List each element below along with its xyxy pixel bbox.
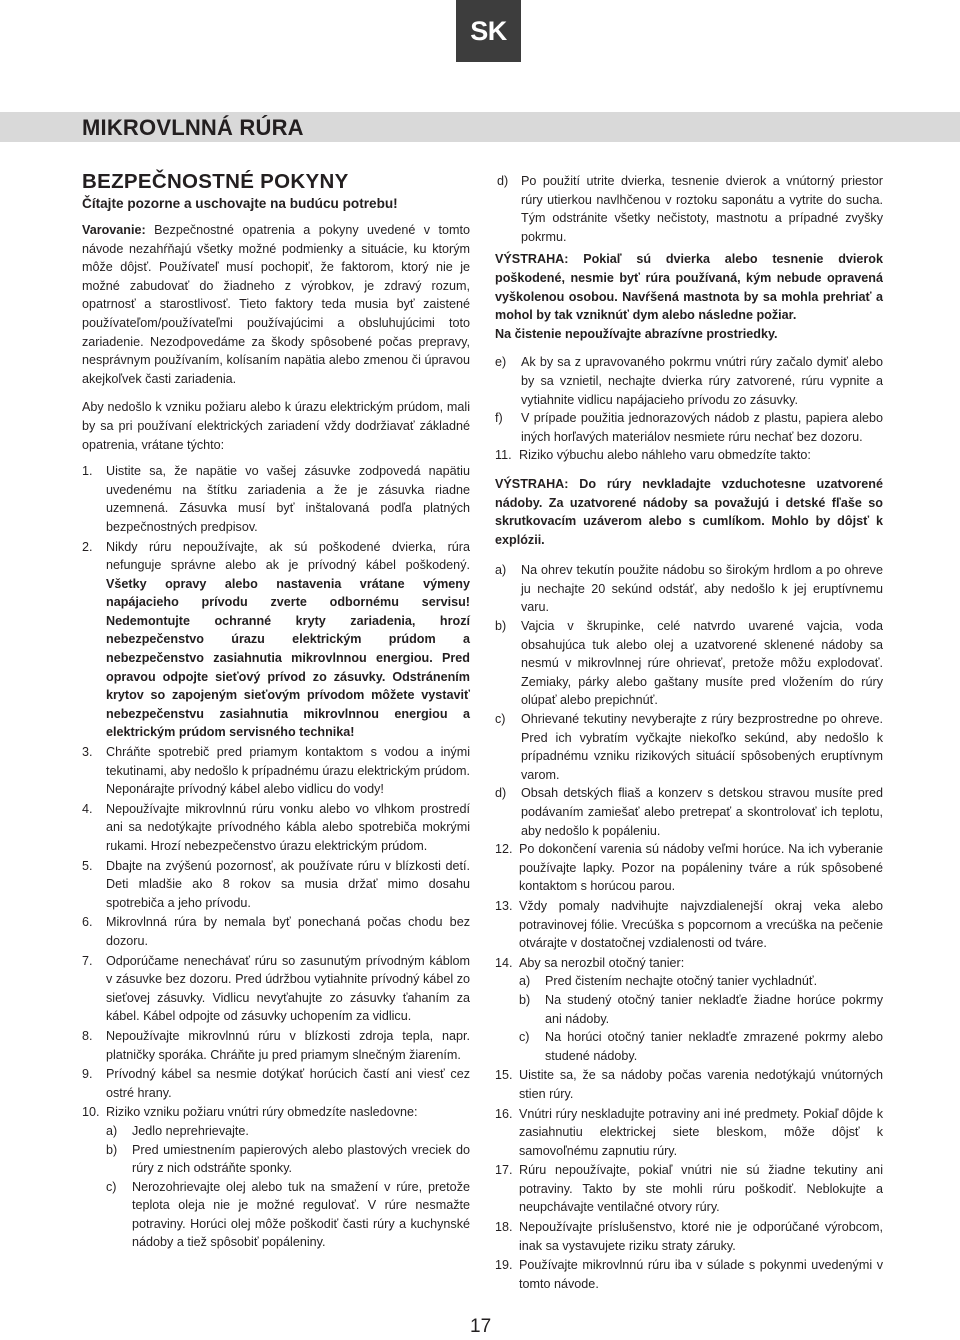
right-column bbox=[495, 172, 883, 1294]
item-text: Používajte mikrovlnnú rúru iba v súlade s pokynmi uvedenými v tomto návode. bbox=[519, 1258, 883, 1291]
item-text: Nepoužívajte mikrovlnnú rúru v blízkosti zdroja tepla, napr. platničky sporáka. Chráňte ju pred priamym slnečným žiarením. bbox=[106, 1028, 470, 1062]
list-item bbox=[82, 857, 470, 913]
item-bold-text: Všetky opravy alebo nastavenia vrátane výmeny napájacieho prívodu zverte odbornému servisu! Nedemontujte ochranné kryty zariadenia, hrozí nebezpečenstvo úrazu elektrickým prúdom a nebezpečenstvo zasiahnutia mikrovlnnou energiou. Pred opravou odpojte sieťový prívod zo zásuvky. Odstránením krytov so zapojeným sieťovým prívodom môžete vystaviť nebezpečenstvu zasiahnutia mikrovlnnou energiou a elektrickým prúdom servisného technika! bbox=[106, 576, 470, 740]
item-text: Chráňte spotrebič pred priamym kontaktom s vodou a inými tekutinami, aby nedošlo k prípadnému úrazu elektrickým prúdom. Neponárajte prívodný kábel alebo vidlicu do vody! bbox=[106, 745, 470, 797]
sub-item-text: Nerozohrievajte olej alebo tuk na smažení v rúre, pretože teplota oleja nie je možné regulovať. V rúre nesmažte potraviny. Horúci olej môže poškodiť časti rúry a kuchynské nádoby a tiež spôsobiť popáleniny. bbox=[132, 1179, 470, 1250]
item-text: Riziko vzniku požiaru vnútri rúry obmedzíte nasledovne: bbox=[106, 1105, 418, 1120]
list-item bbox=[495, 446, 883, 465]
item-number: 16. bbox=[495, 1106, 513, 1121]
list-item bbox=[82, 1065, 470, 1102]
item-number: 10. bbox=[82, 1105, 100, 1120]
sub-item-letter: b) bbox=[106, 1142, 118, 1157]
item-number: 2. bbox=[82, 539, 93, 554]
list-item bbox=[495, 897, 883, 953]
intro-warning bbox=[82, 221, 470, 388]
item-text: Uistite sa, že sa nádoby počas varenia nedotýkajú vnútorných stien rúry. bbox=[519, 1068, 883, 1101]
sub-list bbox=[519, 972, 883, 1065]
section-heading: BEZPEČNOSTNÉ POKYNY bbox=[82, 170, 349, 193]
sub-list-item bbox=[519, 991, 883, 1028]
item-number: 12. bbox=[495, 842, 513, 857]
sub-item-letter: e) bbox=[495, 355, 507, 370]
sub-item-text: Na studený otočný tanier nekladťe žiadne horúce pokrmy ani nádoby. bbox=[545, 992, 883, 1026]
sub-item-text: Obsah detských fliaš a konzerv s detskou stravou musíte pred podávaním zamiešať alebo pretrepať a skontrolovať ich teplotu, aby nedošlo k popáleniu. bbox=[521, 786, 883, 838]
sub-list-item bbox=[106, 1122, 470, 1141]
item-number: 4. bbox=[82, 801, 93, 816]
sub-item-text: Jedlo neprehrievajte. bbox=[132, 1123, 249, 1138]
item-number: 6. bbox=[82, 915, 93, 930]
warning-text: Bezpečnostné opatrenia a pokyny uvedené v tomto návode nezahŕňajú všetky možné podmienky a situácie, ku ktorým môže dôjsť. Používateľ musí pochopiť, že faktorom, ktorý nie je možné zabudovať do žiadneho z výrobkov, je zdravý rozum, opatrnosť a starostlivosť. Tieto faktory teda musia byť zaistené používateľom/používateľmi používajúcimi a obsluhujúcimi toto zariadenie. Nezodpovedáme za škody spôsobené počas prepravy, nesprávnym používaním, kolísaním napätia alebo zmenou či úpravou akejkoľvek časti zariadenia. bbox=[82, 223, 470, 386]
warning-block bbox=[495, 250, 883, 343]
sub-list-item bbox=[495, 353, 883, 409]
sub-item-text: Ohrievané tekutiny nevyberajte z rúry bezprostredne po ohreve. Pred ich vybratím vyčkajte niekoľko sekúnd, aby nedošlo k prípadnému vzniku rizikových situácií spôsobených eruptívnym varom. bbox=[521, 712, 883, 782]
sub-item-text: Vajcia v škrupinke, celé natvrdo uvarené vajcia, voda obsahujúca tuk alebo olej a uzatvorené sklenené nádoby sa nesmú v mikrovlnnej rúre ohrievať, pretože môžu explodovať. Zemiaky, párky alebo gaštany musíte pred vložením do rúry olúpať alebo prepichnúť. bbox=[521, 619, 883, 708]
sub-item-text: Pred umiestnením papierových alebo plastových vreciek do rúry z nich odstráňte sponky. bbox=[132, 1142, 470, 1176]
list-item bbox=[82, 800, 470, 856]
item-number: 9. bbox=[82, 1067, 93, 1082]
sub-list-item bbox=[495, 172, 883, 246]
item-number: 13. bbox=[495, 898, 513, 913]
sub-item-letter: c) bbox=[495, 712, 506, 727]
item-text: Mikrovlnná rúra by nemala byť ponechaná počas chodu bez dozoru. bbox=[106, 915, 470, 948]
item-text: Riziko výbuchu alebo náhleho varu obmedzíte takto: bbox=[519, 448, 811, 463]
sub-item-letter: a) bbox=[519, 974, 531, 989]
language-badge: SK bbox=[456, 0, 521, 62]
item-number: 8. bbox=[82, 1028, 93, 1043]
item-number: 11. bbox=[495, 448, 512, 463]
sub-item-letter: f) bbox=[495, 411, 503, 426]
warning-block: VÝSTRAHA: Do rúry nevkladajte vzduchotesne uzatvorené nádoby. Za uzatvorené nádoby sa považujú i detské fľaše so skrutkovacím uzáverom alebo s cumlíkom. Mohlo by dôjsť k explózii. bbox=[495, 476, 883, 547]
sub-list-item bbox=[519, 1028, 883, 1065]
item-number: 1. bbox=[82, 464, 93, 479]
item-number: 18. bbox=[495, 1220, 513, 1235]
sub-list-item bbox=[106, 1141, 470, 1178]
item-text: Uistite sa, že napätie vo vašej zásuvke zodpovedá napätiu uvedenému na štítku zariadenia a že je zásuvka riadne uzemnená. Zásuvka musí byť inštalovaná podľa platných bezpečnostných predpisov. bbox=[106, 464, 470, 534]
page-number: 17 bbox=[470, 1316, 492, 1337]
warning-label: Varovanie: bbox=[82, 223, 146, 237]
list-item bbox=[495, 1218, 883, 1255]
safety-list bbox=[495, 446, 883, 465]
list-item bbox=[82, 952, 470, 1026]
sub-list-item bbox=[495, 561, 883, 617]
item-text: Prívodný kábel sa nesmie dotýkať horúcich častí ani viesť cez ostré hrany. bbox=[106, 1067, 470, 1100]
intro-fire: Aby nedošlo k vzniku požiaru alebo k úrazu elektrickým prúdom, mali by sa pri používaní elektrických zariadení vždy dodržiavať základné opatrenia, vrátane týchto: bbox=[82, 400, 470, 452]
left-column bbox=[82, 170, 470, 1253]
list-item bbox=[82, 1103, 470, 1252]
warning-text: VÝSTRAHA: Pokiaľ sú dvierka alebo tesnenie dvierok poškodené, nesmie byť rúra používaná, kým nebude opravená vyškolenou osobou. Navŕšená mastnota by sa mohla prehriať a mohol by tak vzniknúť dym alebo následne požiar. bbox=[495, 252, 883, 323]
sub-item-text: Na ohrev tekutín použite nádobu so širokým hrdlom a po ohreve ju nechajte 20 sekúnd odstáť, aby nedošlo k jej eruptívnemu varu. bbox=[521, 563, 883, 615]
safety-list bbox=[82, 462, 470, 1252]
list-item bbox=[82, 913, 470, 950]
item-text: Nepoužívajte príslušenstvo, ktoré nie je odporúčané výrobcom, inak sa vystavujete riziku straty záruky. bbox=[519, 1220, 883, 1253]
item-number: 3. bbox=[82, 745, 93, 760]
item-text: Odporúčame nenechávať rúru so zasunutým prívodným káblom v zásuvke bez dozoru. Pred údržbou vytiahnite prívodný kábel zo sieťovej zásuvky. Vidlicu nevyťahujte zo zásuvky ťahaním za kábel. Kábel odpojte od zásuvky uchopením za vidlicu. bbox=[106, 953, 470, 1024]
section-subtitle: Čítajte pozorne a uschovajte na budúcu potrebu! bbox=[82, 196, 398, 211]
list-item bbox=[495, 954, 883, 1066]
sub-list-item bbox=[495, 409, 883, 446]
item-text: Nikdy rúru nepoužívajte, ak sú poškodené dvierka, rúra nefunguje správne alebo ak je prívodný kábel poškodený. bbox=[106, 539, 470, 573]
list-item bbox=[495, 840, 883, 896]
sub-list bbox=[495, 353, 883, 446]
item-number: 14. bbox=[495, 955, 513, 970]
list-item bbox=[82, 743, 470, 799]
item-number: 19. bbox=[495, 1258, 513, 1273]
sub-item-letter: c) bbox=[106, 1179, 117, 1194]
item-text: Dbajte na zvýšenú pozornosť, ak používate rúru v blízkosti detí. Deti mladšie ako 8 rokov sa musia držať mimo dosahu spotrebiča a jeho prívodu. bbox=[106, 858, 470, 910]
sub-list-item bbox=[106, 1178, 470, 1252]
list-item bbox=[495, 1161, 883, 1217]
item-number: 15. bbox=[495, 1068, 513, 1083]
sub-item-letter: a) bbox=[495, 563, 507, 578]
sub-list-item bbox=[519, 972, 883, 991]
list-item bbox=[82, 462, 470, 536]
list-item bbox=[82, 538, 470, 743]
sub-item-text: Ak by sa z upravovaného pokrmu vnútri rúry začalo dymiť alebo by sa vznietil, nechajte dvierka rúry zatvorené, rúru vypnite a vytiahnite vidlicu napájacieho prívodu zo zásuvky. bbox=[521, 355, 883, 407]
sub-list bbox=[106, 1122, 470, 1252]
item-text: Aby sa nerozbil otočný tanier: bbox=[519, 955, 685, 970]
item-text: Vnútri rúry neskladujte potraviny ani iné predmety. Pokiaľ dôjde k zasiahnutiu elektrickej siete bleskom, môže dôjsť k samovoľnému zapnutiu rúry. bbox=[519, 1106, 883, 1158]
item-number: 17. bbox=[495, 1163, 513, 1178]
sub-item-text: V prípade použitia jednorazových nádob z plastu, papiera alebo iných horľavých materiálov nesmiete rúru nechať bez dozoru. bbox=[521, 411, 883, 444]
warning-text: Na čistenie nepoužívajte abrazívne prostriedky. bbox=[495, 326, 778, 341]
sub-list-item bbox=[495, 784, 883, 840]
sub-item-letter: a) bbox=[106, 1123, 118, 1138]
item-number: 7. bbox=[82, 953, 93, 968]
sub-list-item bbox=[495, 710, 883, 784]
sub-item-text: Po použití utrite dvierka, tesnenie dvierok a vnútorný priestor rúry utierkou navlhčenou v roztoku saponátu a vytrite do sucha. Tým odstránite všetky nečistoty, mastnotu a prípadné zvyšky pokrmu. bbox=[521, 174, 883, 244]
sub-list bbox=[495, 561, 883, 840]
item-number: 5. bbox=[82, 858, 93, 873]
sub-item-text: Pred čistením nechajte otočný tanier vychladnúť. bbox=[545, 974, 818, 989]
sub-item-letter: d) bbox=[497, 174, 509, 188]
sub-item-text: Na horúci otočný tanier nekladťe zmrazené pokrmy alebo studené nádoby. bbox=[545, 1030, 883, 1063]
list-item bbox=[82, 1027, 470, 1064]
safety-list bbox=[495, 840, 883, 1293]
item-text: Rúru nepoužívajte, pokiaľ vnútri nie sú žiadne tekutiny ani potraviny. Takto by ste mohli rúru poškodiť. Neblokujte a neupchávajte ventilačné otvory rúry. bbox=[519, 1163, 883, 1215]
page-title: MIKROVLNNÁ RÚRA bbox=[82, 115, 304, 140]
item-text: Po dokončení varenia sú nádoby veľmi horúce. Na ich vyberanie používajte lapky. Pozor na popáleniny tváre a rúk spôsobené kontaktom s horúcou parou. bbox=[519, 842, 883, 894]
sub-list-item bbox=[495, 617, 883, 710]
list-item bbox=[495, 1105, 883, 1161]
sub-item-letter: b) bbox=[495, 619, 507, 634]
list-item bbox=[495, 1066, 883, 1103]
title-bar bbox=[0, 112, 960, 142]
sub-item-letter: b) bbox=[519, 992, 531, 1007]
list-item bbox=[495, 1256, 883, 1293]
sub-item-letter: c) bbox=[519, 1030, 530, 1045]
item-text: Vždy pomaly nadvihujte najvzdialenejší okraj veka alebo potravinovej fólie. Vrecúška s popcornom a vrecúška na pečenie otvárajte v dostatočnej vzdialenosti od tváre. bbox=[519, 898, 883, 951]
sub-item-letter: d) bbox=[495, 786, 507, 801]
item-text: Nepoužívajte mikrovlnnú rúru vonku alebo vo vlhkom prostredí ani sa nedotýkajte prívodného kábla alebo spotrebiča mokrými rukami. Hrozí nebezpečenstvo úrazu elektrickým prúdom. bbox=[106, 801, 470, 853]
